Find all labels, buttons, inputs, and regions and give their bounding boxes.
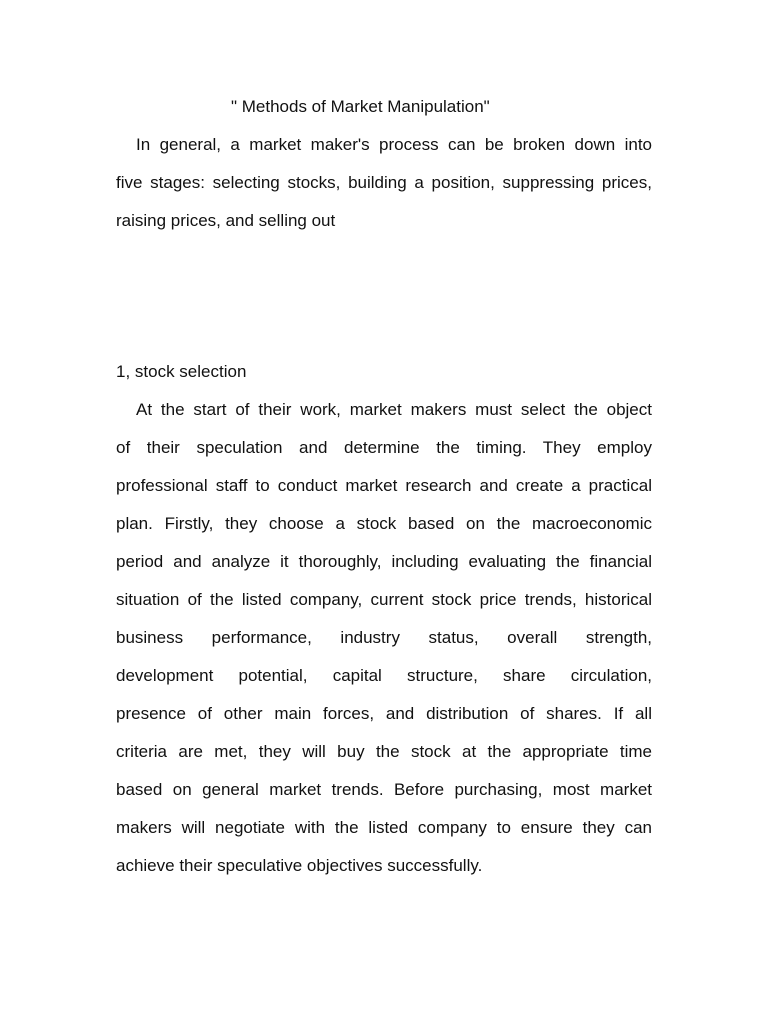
paragraph-line: At the start of their work, market makers must select the object	[136, 400, 652, 419]
paragraph-line: based on general market trends. Before purchasing, most market	[116, 780, 652, 799]
document-title: " Methods of Market Manipulation"	[231, 97, 490, 116]
section-1-paragraph	[116, 399, 652, 893]
paragraph-line: of their speculation and determine the timing. They employ	[116, 438, 652, 457]
paragraph-line: situation of the listed company, current stock price trends, historical	[116, 590, 652, 609]
intro-paragraph	[116, 134, 652, 248]
paragraph-line: makers will negotiate with the listed company to ensure they can	[116, 818, 652, 837]
paragraph-line: criteria are met, they will buy the stock at the appropriate time	[116, 742, 652, 761]
section-heading: 1, stock selection	[116, 362, 247, 381]
paragraph-line: period and analyze it thoroughly, including evaluating the financial	[116, 552, 652, 571]
paragraph-line: plan. Firstly, they choose a stock based on the macroeconomic	[116, 514, 652, 533]
paragraph-line: achieve their speculative objectives successfully.	[116, 856, 483, 875]
intro-line: five stages: selecting stocks, building a position, suppressing prices,	[116, 173, 652, 192]
intro-line: In general, a market maker's process can be broken down into	[136, 135, 652, 154]
paragraph-line: professional staff to conduct market research and create a practical	[116, 476, 652, 495]
intro-line: raising prices, and selling out	[116, 211, 336, 230]
paragraph-line: presence of other main forces, and distribution of shares. If all	[116, 704, 652, 723]
paragraph-line: business performance, industry status, overall strength,	[116, 628, 652, 647]
paragraph-line: development potential, capital structure, share circulation,	[116, 666, 652, 685]
